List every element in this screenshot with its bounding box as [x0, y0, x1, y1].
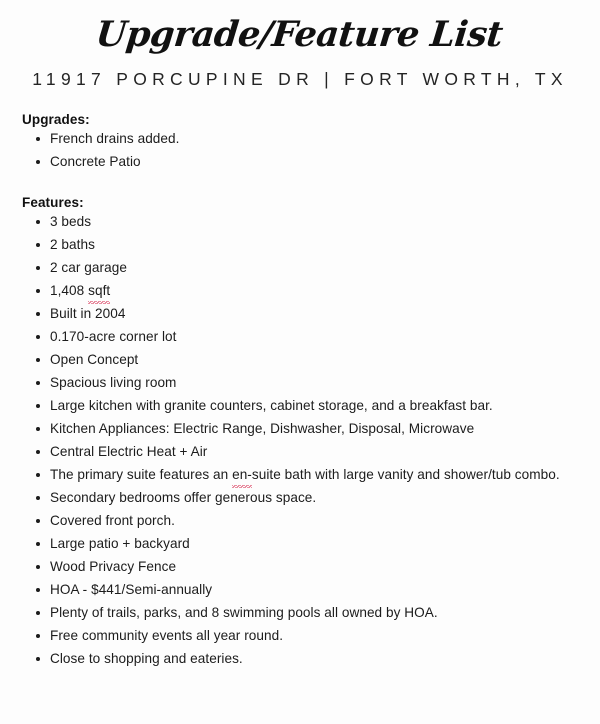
list-item-text: suite bath with large vanity and shower/tub combo. [251, 467, 560, 483]
feature-list-item [22, 210, 582, 233]
section-heading-features: Features: [22, 195, 84, 211]
list-item-text: French drains added. [50, 131, 180, 147]
spellcheck-underline: en- [232, 463, 252, 486]
feature-list-item [22, 555, 582, 578]
feature-list-item [22, 578, 582, 601]
features-list [22, 210, 582, 670]
list-item-text: 2 baths [50, 237, 95, 253]
feature-list-item [22, 463, 582, 486]
list-item-text: Large patio + backyard [50, 536, 190, 552]
feature-list-item [22, 348, 582, 371]
list-item-text: Kitchen Appliances: Electric Range, Dishwasher, Disposal, Microwave [50, 421, 475, 437]
feature-list-item [22, 256, 582, 279]
list-item-text: Concrete Patio [50, 154, 141, 170]
list-item-text: Spacious living room [50, 375, 177, 391]
upgrades-list [22, 127, 582, 173]
feature-list-item [22, 440, 582, 463]
feature-list-item [22, 509, 582, 532]
feature-list-item [22, 532, 582, 555]
feature-list-item [22, 233, 582, 256]
list-item-text: 3 beds [50, 214, 92, 230]
feature-list-item [22, 302, 582, 325]
list-item-text: Built in 2004 [50, 306, 126, 322]
document-body [0, 112, 600, 670]
list-item-text: 1,408 [50, 283, 89, 299]
list-item-text: Plenty of trails, parks, and 8 swimming pools all owned by HOA. [50, 605, 438, 621]
list-item-text: The primary suite features an [50, 467, 233, 483]
upgrade-list-item [22, 127, 582, 150]
feature-list-item [22, 279, 582, 302]
spellcheck-underline: sqft [88, 279, 110, 302]
page-title: Upgrade/Feature List [93, 14, 505, 55]
feature-list-item [22, 486, 582, 509]
feature-list-item [22, 417, 582, 440]
upgrade-list-item [22, 150, 582, 173]
property-address: 11917 PORCUPINE DR | FORT WORTH, TX [32, 69, 568, 90]
list-item-text: Large kitchen with granite counters, cabinet storage, and a breakfast bar. [50, 398, 493, 414]
list-item-text: Free community events all year round. [50, 628, 284, 644]
feature-list-item [22, 624, 582, 647]
feature-list-item [22, 601, 582, 624]
list-item-text: Secondary bedrooms offer generous space. [50, 490, 317, 506]
list-item-text: Close to shopping and eateries. [50, 651, 243, 667]
list-item-text: 0.170-acre corner lot [50, 329, 177, 345]
list-item-text: HOA - $441/Semi-annually [50, 582, 213, 598]
section-heading-upgrades: Upgrades: [22, 112, 90, 128]
list-item-text: Central Electric Heat + Air [50, 444, 208, 460]
list-item-text: Open Concept [50, 352, 139, 368]
list-item-text: 2 car garage [50, 260, 127, 276]
feature-list-item [22, 371, 582, 394]
feature-list-item [22, 325, 582, 348]
list-item-text: Covered front porch. [50, 513, 175, 529]
list-item-text: Wood Privacy Fence [50, 559, 177, 575]
feature-list-item [22, 394, 582, 417]
feature-list-item [22, 647, 582, 670]
